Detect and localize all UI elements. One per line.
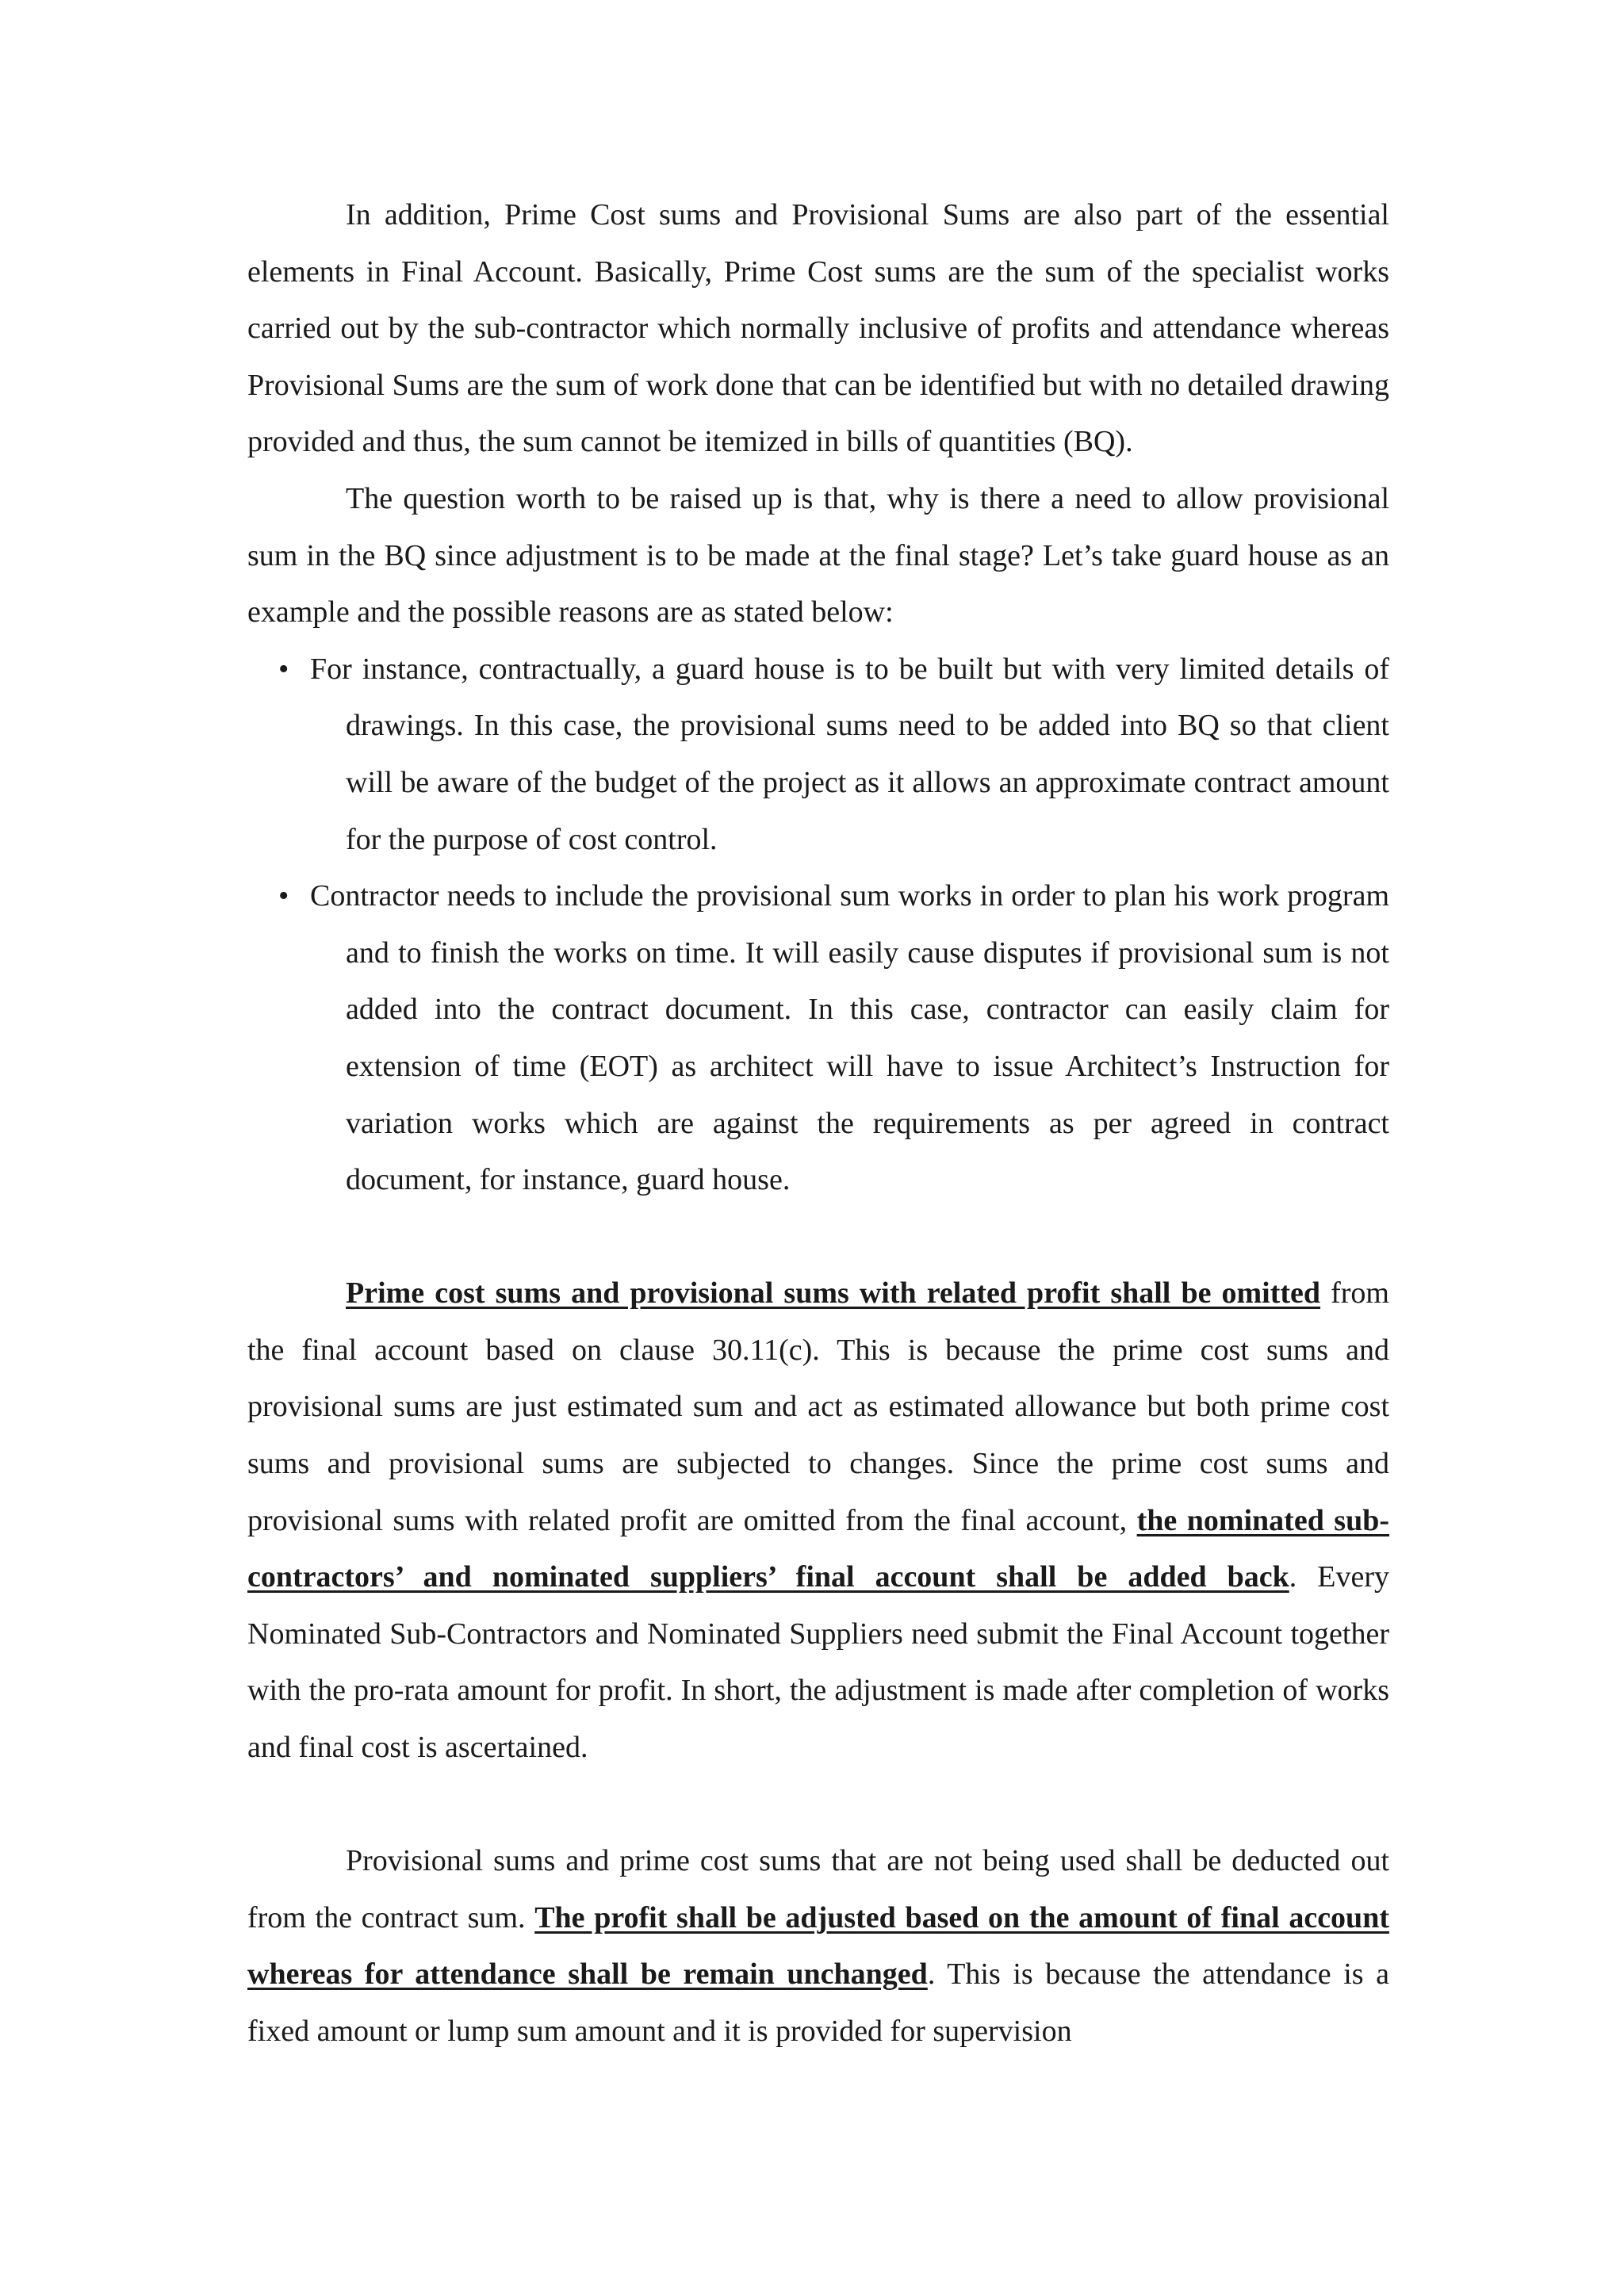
list-item — [247, 641, 1389, 868]
paragraph-text: . This is because the attendance is a fixed amount or lump sum amount and it is provided for supervision — [247, 1957, 1390, 2048]
paragraph-pc-ps-intro: In addition, Prime Cost sums and Provisional Sums are also part of the essential elements in Final Account. Basically, Prime Cost sums are the sum of the specialist works carried out by the sub-contractor which normally inclusive of profits and attendance whereas Provisional Sums are the sum of work done that can be identified but with no detailed drawing provided and thus, the sum cannot be itemized in bills of quantities (BQ). — [247, 198, 1389, 459]
paragraph-text: from the final account based on clause 30.11(c). This is because the prime cost sums and provisional sums are just estimated sum and act as estimated allowance but both prime cost sums and provisional sums are subjected to changes. Since the prime cost sums and provisional sums with related profit are omitted from the final account, — [247, 1276, 1389, 1537]
reasons-list — [247, 641, 1389, 1209]
paragraph-text: Provisional sums and prime cost sums that are not being used shall be deducted out from the contract sum. — [247, 1844, 1389, 1934]
emphasis-omitted: Prime cost sums and provisional sums with related profit shall be omitted — [346, 1276, 1321, 1311]
paragraph-question: The question worth to be raised up is that, why is there a need to allow provisional sum in the BQ since adjustment is to be made at the final stage? Let’s take guard house as an example and the possible reasons are as stated below: — [247, 481, 1389, 629]
paragraph-gap — [247, 1209, 1389, 1266]
paragraph-omission — [247, 1265, 1389, 1776]
paragraph-gap — [247, 1777, 1389, 1834]
paragraph-deduction — [247, 1833, 1389, 2060]
list-item — [247, 868, 1389, 1209]
emphasis-profit-adjusted: The profit shall be adjusted based on the amount of final account whereas for attendance shall be remain unchanged — [247, 1900, 1389, 1992]
bullet-mark: • — [278, 652, 289, 686]
paragraph-text: . Every Nominated Sub-Contractors and Nominated Suppliers need submit the Final Account together with the pro-rata amount for profit. In short, the adjustment is made after completion of works and final cost is ascertained. — [247, 1560, 1389, 1765]
emphasis-added-back: the nominated sub-contractors’ and nominated suppliers’ final account shall be added back — [247, 1503, 1390, 1594]
list-item-text: Contractor needs to include the provisional sum works in order to plan his work program and to finish the works on time. It will easily cause disputes if provisional sum is not added into the contract document. In this case, contractor can easily claim for extension of time (EOT) as architect will have to issue Architect’s Instruction for variation works which are against the requirements as per agreed in contract document, for instance, guard house. — [310, 879, 1389, 1197]
list-item-text: For instance, contractually, a guard house is to be built but with very limited details of drawings. In this case, the provisional sums need to be added into BQ so that client will be aware of the budget of the project as it allows an approximate contract amount for the purpose of cost control. — [310, 652, 1389, 856]
bullet-mark: • — [278, 879, 289, 913]
document-page — [247, 187, 1389, 2061]
